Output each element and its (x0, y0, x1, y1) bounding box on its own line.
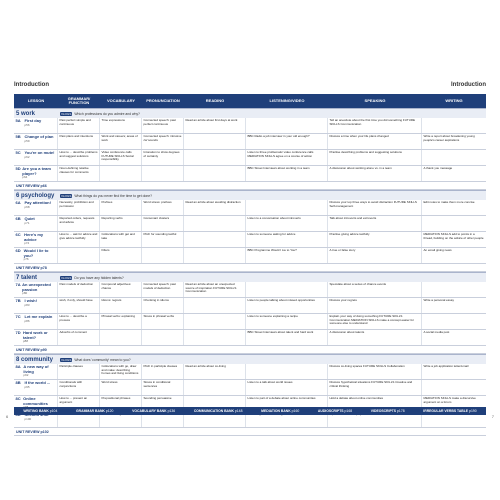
unit-header (14, 108, 486, 118)
grammar-cell: Reported orders, requests and advice (58, 216, 100, 231)
grammar-cell: How to ... describe a process (58, 314, 100, 329)
col-grammar: GRAMMAR/ FUNCTION (67, 96, 91, 105)
lesson-cell[interactable] (14, 282, 58, 297)
vocabulary-cell: Compound adjectives: chance (100, 282, 142, 297)
lesson-title: A new way of living (23, 364, 49, 374)
speaking-cell: Practise describing problems and suggesting solutions (328, 150, 422, 165)
lesson-page: p59 (24, 138, 30, 143)
lesson-code: 6C (15, 232, 21, 237)
lesson-cell[interactable] (14, 248, 58, 263)
listening-cell: BBC Radio a job interview in your old enough? (246, 134, 328, 149)
reference-label: MEDIATION BANK (261, 409, 291, 413)
writing-cell (422, 216, 486, 231)
unit-review-row[interactable]: UNIT REVIEW p90 (14, 346, 486, 354)
reference-link[interactable] (23, 409, 57, 413)
lesson-code: 6B (15, 216, 21, 221)
lesson-code: 8C (15, 396, 21, 401)
vocabulary-cell: Time expressions (100, 118, 142, 133)
pronunciation-cell: Sounding persuasive (142, 396, 184, 411)
lesson-code: 7B (15, 298, 21, 303)
speaking-cell: Tell an anecdote about the first time you did something FUTURE SKILLS Communication (328, 118, 422, 133)
lesson-title: An unexpected passion (22, 282, 51, 292)
pronunciation-cell: Connected speech: past perfect continuous (142, 118, 184, 133)
writing-cell (422, 282, 486, 297)
lesson-page: p76 (23, 257, 29, 262)
vlog-question-text: What things do you never find the time to get done? (74, 193, 153, 198)
reference-page: p160 (291, 409, 300, 413)
reading-cell (184, 330, 246, 345)
writing-cell: A social media post (423, 330, 450, 334)
speaking-cell: A true or false story (328, 248, 422, 263)
listening-cell: BBC Street Interviews about talent and hard work (246, 330, 328, 345)
pronunciation-cell: Intonation to show degrees of certainty (142, 150, 184, 165)
grammar-cell: Necessity, prohibition and permission (58, 200, 100, 215)
lesson-cell[interactable] (14, 118, 58, 133)
lesson-cell[interactable] (14, 298, 58, 313)
unit-list (14, 108, 486, 436)
lesson-row (14, 314, 486, 330)
grammar-cell: Conditionals with conjunctions (58, 380, 100, 395)
page-number-right: 7 (491, 414, 494, 419)
lesson-page: p92 (23, 373, 29, 378)
lesson-title: You're on mute! (24, 150, 55, 155)
speaking-cell: A discussion about talents (328, 330, 422, 345)
speaking-cell: Discuss a time when your life plans changed (328, 134, 422, 149)
lesson-cell[interactable] (14, 330, 58, 345)
unit-vlog-question (60, 112, 140, 116)
lesson-code: 5A (15, 118, 21, 123)
lesson-row (14, 364, 486, 380)
writing-cell: Write a report about broadening young people's career aspirations (423, 134, 475, 142)
reference-link[interactable] (261, 409, 299, 413)
lesson-page: p62 (24, 154, 30, 159)
pronunciation-cell (142, 166, 184, 181)
vocabulary-cell: Prepositional phrases (100, 396, 142, 411)
lesson-title: Let me explain (24, 314, 53, 319)
reference-link[interactable] (194, 409, 243, 413)
reference-label: AUDIOSCRIPTS (317, 409, 344, 413)
reference-label: IRREGULAR VERBS TABLE (423, 409, 469, 413)
lesson-code: 7C (15, 314, 21, 319)
speaking-cell: Discuss your top three ways to avoid distraction FUTURE SKILLS Self-management (328, 200, 422, 215)
reference-label: GRAMMAR BANK (76, 409, 105, 413)
speaking-cell: Explain your way of doing something FUTURE SKILLS Communication MEDIATION SKILLS make a concept easier for someone else to understand (328, 314, 422, 329)
pronunciation-cell: Pitch for sounding tactful (142, 232, 184, 247)
lesson-page: p71 (24, 220, 30, 225)
lesson-title: Hard work or talent? (23, 330, 48, 340)
col-lesson: LESSON (27, 98, 45, 103)
lesson-title: Online communities (23, 396, 48, 406)
reference-bar (14, 407, 486, 415)
lesson-code: 5B (15, 134, 21, 139)
unit-header (14, 354, 486, 364)
writing-cell: Write a personal essay (423, 298, 454, 302)
speaking-cell: Practise giving advice tactfully (328, 232, 422, 247)
lesson-cell[interactable] (14, 134, 58, 149)
pronunciation-cell: Chunking in idioms (142, 298, 184, 313)
lesson-code: 6A (15, 200, 21, 205)
listening-cell (246, 118, 328, 133)
vlog-question-text: Do you have any hidden talents? (74, 275, 124, 280)
unit-review-row[interactable]: UNIT REVIEW p66 (14, 182, 486, 190)
speaking-cell: Speculate about a series of chance events (328, 282, 422, 297)
reference-link[interactable] (371, 409, 405, 413)
pronunciation-cell: Stress in phrasal verbs (142, 314, 184, 329)
writing-cell: MEDIATION SKILLS make a discursive argument on a forum (423, 396, 476, 404)
col-listening: LISTENING/VIDEO (269, 98, 305, 103)
pronunciation-cell (142, 330, 184, 345)
listening-cell: Listen to part of a debate about online communities (246, 396, 328, 411)
unit-review-row[interactable]: UNIT REVIEW p78 (14, 264, 486, 272)
vocabulary-cell (100, 330, 142, 345)
lesson-row (14, 282, 486, 298)
lesson-row (14, 166, 486, 182)
col-pronunciation: PRONUNCIATION (146, 98, 180, 103)
lesson-row (14, 380, 486, 396)
lesson-code: 5D (15, 166, 21, 171)
vocabulary-cell: Reporting verbs (100, 216, 142, 231)
lesson-title: First day (24, 118, 42, 123)
vocabulary-cell: Phrasal verbs: explaining (100, 314, 142, 329)
unit-title: 7 talent (16, 274, 38, 281)
speaking-cell: A discussion about working alone vs. in a team (328, 166, 422, 181)
grammar-cell: Past perfect simple and continuous (58, 118, 100, 133)
reference-label: COMMUNICATION BANK (193, 409, 234, 413)
vlogs-badge: VLOGS (61, 275, 72, 280)
lesson-cell[interactable] (14, 364, 58, 379)
vocabulary-cell: Idioms: regrets (100, 298, 142, 313)
lesson-row (14, 232, 486, 248)
col-reading: READING (205, 98, 225, 103)
lesson-row (14, 200, 486, 216)
grammar-cell: Adverbs of comment (58, 330, 100, 345)
pronunciation-cell: Consonant clusters (142, 216, 184, 231)
listening-cell: BBC Street Interviews about working in a team (246, 166, 328, 181)
lesson-row (14, 216, 486, 232)
reading-cell (184, 150, 246, 165)
grammar-cell: Past plans and intentions (58, 134, 100, 149)
writing-cell: Edit notes to make them more concise (423, 200, 475, 204)
lesson-page: p56 (24, 122, 30, 127)
listening-cell: Listen to someone explaining a recipe (246, 314, 328, 329)
vocabulary-cell: Word stress (100, 380, 142, 395)
reference-page: p190 (469, 409, 477, 413)
reference-page: p120 (105, 409, 114, 413)
lesson-row (14, 330, 486, 346)
lesson-row (14, 248, 486, 264)
grammar-cell: Participle clauses (58, 364, 100, 379)
lesson-page: p86 (24, 318, 30, 323)
lesson-page: p95 (24, 384, 30, 389)
reference-page: p136 (167, 409, 176, 413)
reference-page: p168 (344, 409, 353, 413)
writing-cell (422, 314, 486, 329)
lesson-title: Quiet (24, 216, 35, 221)
vocabulary-cell: Collocations with go, draw and make: describing homes and living conditions (100, 364, 142, 379)
grammar-cell: How to ... describe problems and suggest solutions (58, 150, 100, 165)
reference-link[interactable] (132, 409, 175, 413)
reference-link[interactable] (76, 409, 113, 413)
reference-link[interactable] (318, 409, 352, 413)
reference-page: p178 (397, 409, 405, 413)
unit-vlog-question (60, 358, 131, 362)
reading-cell (184, 232, 246, 247)
vlog-question-text: What does 'community' mean to you? (74, 357, 131, 362)
writing-cell: Write a job application letter/email (423, 364, 469, 368)
lesson-title: Pay attention! (24, 200, 51, 205)
reading-cell: Read an article about avoiding distraction (184, 200, 246, 215)
listening-cell: Listen to three problematic video conference calls MEDIATION SKILLS agree on a course of action (246, 150, 328, 165)
listening-cell (246, 282, 328, 297)
unit-header (14, 272, 486, 282)
vlogs-badge: VLOGS (61, 193, 72, 198)
vocabulary-cell: Collocations with get and take (100, 232, 142, 247)
lesson-page: p68 (24, 204, 30, 209)
lesson-cell[interactable] (14, 200, 58, 215)
col-vocabulary: VOCABULARY (106, 98, 136, 103)
col-writing: WRITING (445, 98, 463, 103)
speaking-cell: Discuss your regrets (328, 298, 422, 313)
reading-cell: Read an article about an unexpected source of inspiration FUTURE SKILLS Communication (184, 282, 246, 297)
unit-vlog-question (60, 276, 124, 280)
lesson-code: 8A (15, 364, 21, 369)
unit-title: 8 community (16, 356, 54, 363)
vocabulary-cell: Fillers (100, 248, 142, 263)
vocabulary-cell: Work and careers; areas of work (100, 134, 142, 149)
lesson-page: p100 (24, 416, 32, 421)
running-head-left: Introduction (14, 82, 49, 88)
reference-link[interactable] (423, 409, 476, 413)
pronunciation-cell: Connected speech: past models of deduction (142, 282, 184, 297)
vlogs-badge: VLOGS (61, 111, 72, 116)
lesson-cell[interactable] (14, 314, 58, 329)
unit-title: 5 work (16, 110, 36, 117)
grammar-cell: Noun-defining relative clauses for comments (58, 166, 100, 181)
unit-review-row[interactable]: UNIT REVIEW p102 (14, 428, 486, 436)
listening-cell (246, 364, 328, 379)
reference-label: WRITING BANK (23, 409, 49, 413)
reading-cell: Read an article about co-living (184, 364, 246, 379)
listening-cell (246, 200, 328, 215)
col-speaking: SPEAKING (364, 98, 386, 103)
lesson-page: p88 (23, 339, 29, 344)
lesson-row (14, 134, 486, 150)
listening-cell: Listen to a talk about world issues (246, 380, 328, 395)
pronunciation-cell (142, 248, 184, 263)
speaking-cell: Hold a debate about online communities (328, 396, 422, 411)
pronunciation-cell: Word stress: prefixes (142, 200, 184, 215)
reading-cell (184, 298, 246, 313)
writing-cell (422, 118, 486, 133)
vocabulary-cell: Prefixes (100, 200, 142, 215)
reference-page: p104 (49, 409, 58, 413)
reading-cell (184, 248, 246, 263)
listening-cell: BBC Programme Would I Lie to You? (246, 248, 328, 263)
lesson-cell[interactable] (14, 232, 58, 247)
lesson-title: If the world ... (24, 380, 51, 385)
speaking-cell: Discuss hypothetical situations FUTURE SKILLS Creative and critical thinking (328, 380, 422, 395)
lesson-row (14, 150, 486, 166)
lesson-code: 7D (15, 330, 21, 335)
speaking-cell: Talk about introverts and extroverts (328, 216, 422, 231)
lesson-title: Here's my advice (24, 232, 44, 242)
pronunciation-cell: Connected speech: intrusive /w/ sounds (142, 134, 184, 149)
pronunciation-cell: Pitch in participle clauses (142, 364, 184, 379)
writing-cell (422, 150, 486, 165)
lesson-title: Are you a team player? (22, 166, 51, 176)
reading-cell (184, 134, 246, 149)
lesson-page: p80 (22, 291, 28, 296)
reference-label: VOCABULARY BANK (132, 409, 167, 413)
listening-cell: Listen to a conversation about introverts (246, 216, 328, 231)
page-number-left: 6 (6, 414, 9, 419)
speaking-cell: Discuss co-living spaces FUTURE SKILLS Collaboration (328, 364, 422, 379)
contents-table (14, 94, 486, 434)
lesson-code: 5C (15, 150, 21, 155)
pronunciation-cell: Stress in conditional sentences (142, 380, 184, 395)
writing-cell: An email giving news (423, 248, 452, 252)
grammar-cell: How to ... present an argument (58, 396, 100, 411)
writing-cell (422, 380, 486, 395)
unit-header (14, 190, 486, 200)
lesson-row (14, 118, 486, 134)
reference-page: p148 (234, 409, 243, 413)
vocabulary-cell: Video conference calls FUTURE SKILLS Social responsibility (100, 150, 142, 165)
lesson-row (14, 298, 486, 314)
vocabulary-cell (100, 166, 142, 181)
lesson-code: 8B (15, 380, 21, 385)
reference-label: VIDEOSCRIPTS (370, 409, 397, 413)
lesson-cell[interactable] (14, 380, 58, 395)
grammar-cell (58, 248, 100, 263)
reading-cell (184, 166, 246, 181)
grammar-cell: How to ... ask for advice and give advice tactfully (58, 232, 100, 247)
lesson-code: 7A (15, 282, 21, 287)
listening-cell: Listen to someone asking for advice (246, 232, 328, 247)
vlog-question-text: Which professions do you admire and why? (74, 111, 140, 116)
lesson-title: I wish! (24, 298, 37, 303)
writing-cell: A thank you message (423, 166, 453, 170)
lesson-cell[interactable] (14, 150, 58, 165)
unit-vlog-question (60, 194, 152, 198)
lesson-cell[interactable] (14, 216, 58, 231)
lesson-page: p83 (24, 302, 30, 307)
lesson-code: 6D (15, 248, 21, 253)
reading-cell (184, 216, 246, 231)
listening-cell: Listen to people talking about missed opportunities (246, 298, 328, 313)
grammar-cell: Past models of deduction (58, 282, 100, 297)
unit-title: 6 psychology (16, 192, 55, 199)
writing-cell: MEDIATION SKILLS add to points in a thread, building on the advice of other people (423, 232, 484, 240)
lesson-page: p74 (24, 241, 30, 246)
running-head-right: Introduction (451, 82, 486, 88)
table-header (14, 94, 486, 108)
lesson-title: Change of plan (24, 134, 54, 139)
lesson-page: p64 (22, 175, 28, 180)
reading-cell (184, 314, 246, 329)
grammar-cell: wish, if only, should have (58, 298, 100, 313)
lesson-cell[interactable] (14, 166, 58, 181)
lesson-title: Would I lie to you? (23, 248, 49, 258)
vlogs-badge: VLOGS (61, 357, 72, 362)
reading-cell (184, 380, 246, 395)
reading-cell: Read an article about first days at work (184, 118, 246, 133)
